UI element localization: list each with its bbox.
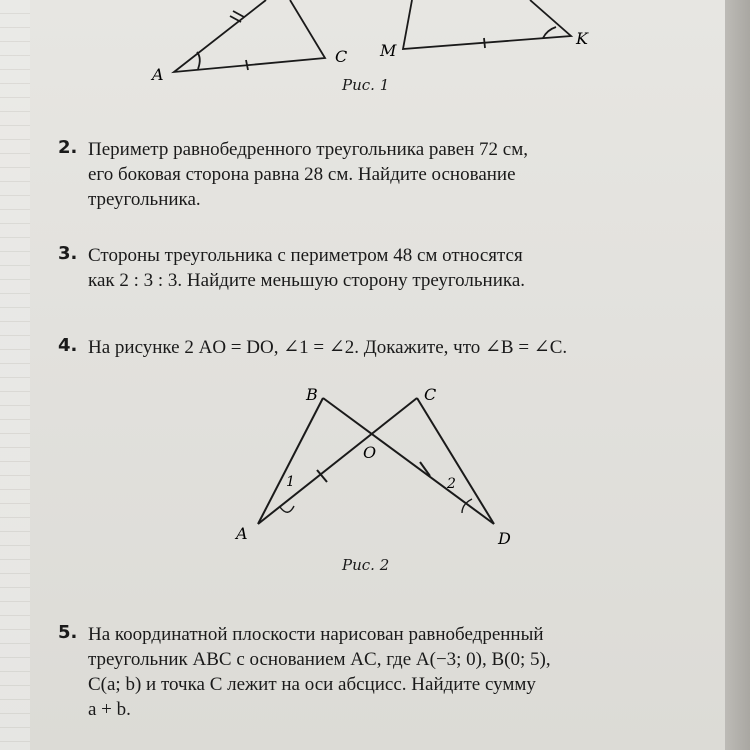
problem-4-number: 4. xyxy=(58,335,78,356)
problem-5-line: На координатной плоскости нарисован равнобедренный xyxy=(88,624,544,645)
segment-bd xyxy=(323,398,494,524)
fig2-angle-2: 2 xyxy=(447,476,456,492)
triangle-2 xyxy=(403,0,571,49)
segment-cd xyxy=(417,398,494,524)
page-binding xyxy=(0,0,30,750)
fig1-label-a: A xyxy=(152,65,164,84)
problem-3-line: Стороны треугольника с периметром 48 см относятся xyxy=(88,245,523,266)
fig2-angle-1: 1 xyxy=(286,474,295,490)
fig2-label-b: B xyxy=(306,385,318,404)
problem-2-line: его боковая сторона равна 28 см. Найдите основание xyxy=(88,164,516,185)
segment-ac xyxy=(258,398,417,524)
figure-1-caption: Рис. 1 xyxy=(342,76,390,94)
triangle-1 xyxy=(174,0,325,72)
fig2-label-d: D xyxy=(498,529,511,548)
fig1-label-k: K xyxy=(576,29,588,48)
problem-2-number: 2. xyxy=(58,137,78,158)
problem-3-number: 3. xyxy=(58,243,78,264)
page-edge xyxy=(725,0,750,750)
problem-2 xyxy=(58,137,710,212)
problem-5-number: 5. xyxy=(58,622,78,643)
fig2-label-c: C xyxy=(424,385,437,404)
problem-4-line: На рисунке 2 AO = DO, ∠1 = ∠2. Докажите, что ∠B = ∠C. xyxy=(88,337,568,358)
problem-4 xyxy=(58,335,710,360)
problem-5-text xyxy=(88,622,710,722)
problem-3 xyxy=(58,243,710,293)
problem-3-line: как 2 : 3 : 3. Найдите меньшую сторону треугольника. xyxy=(88,270,525,291)
problem-2-line: треугольника. xyxy=(88,189,201,210)
figure-2-caption: Рис. 2 xyxy=(342,556,390,574)
problem-5-line: треугольник ABC с основанием AC, где A(−3; 0), B(0; 5), xyxy=(88,649,551,670)
figure-2 xyxy=(0,378,725,578)
fig2-label-a: A xyxy=(236,524,248,543)
problem-2-text xyxy=(88,137,710,212)
problem-3-text xyxy=(88,243,710,293)
problem-5-line: C(a; b) и точка C лежит на оси абсцисс. Найдите сумму xyxy=(88,674,536,695)
problem-2-line: Периметр равнобедренного треугольника равен 72 см, xyxy=(88,139,529,160)
segment-ab xyxy=(258,398,323,524)
fig1-label-m: M xyxy=(380,41,397,60)
fig2-label-o: O xyxy=(363,443,377,462)
problem-5 xyxy=(58,622,710,722)
problem-5-line: a + b. xyxy=(88,699,131,720)
problem-4-text xyxy=(88,335,710,360)
fig1-label-c: C xyxy=(335,47,348,66)
